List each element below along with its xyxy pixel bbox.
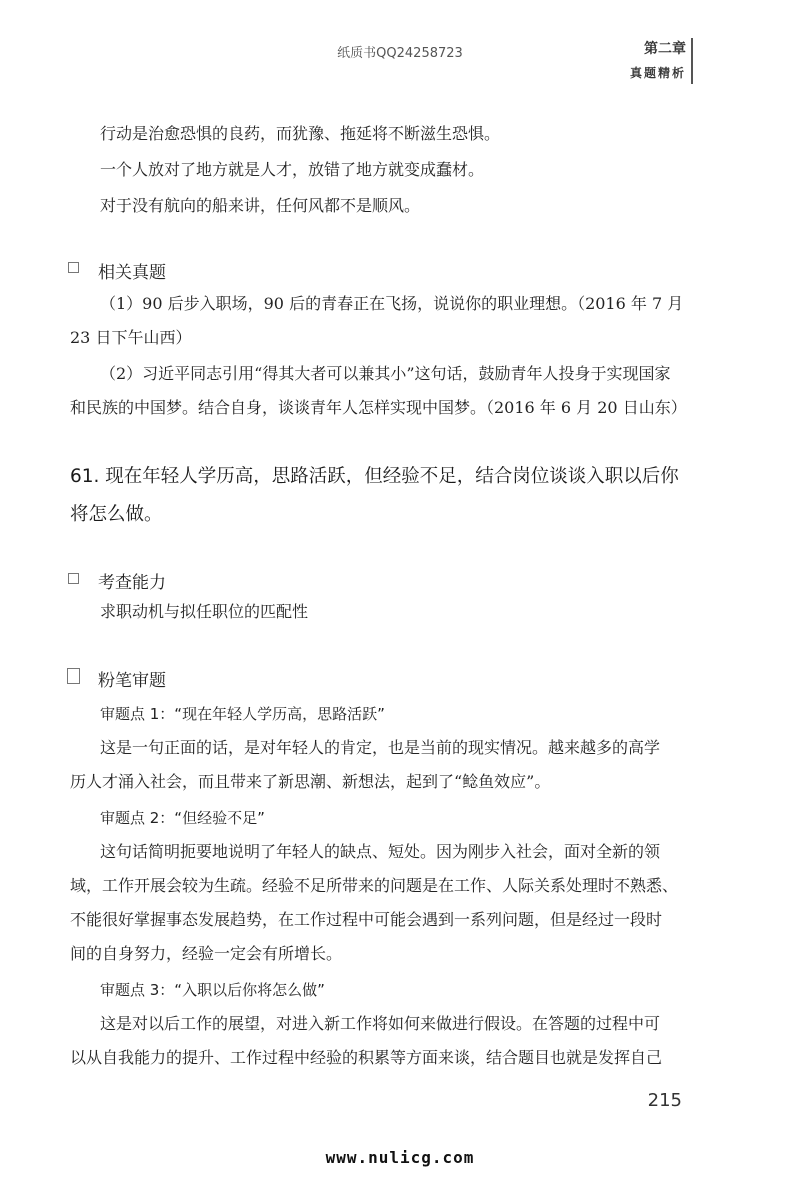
page-number: 215 (647, 1090, 682, 1111)
analysis-point-2-line-2: 域，工作开展会较为生疏。经验不足所带来的问题是在工作、人际关系处理时不熟悉、 (70, 876, 679, 895)
related-q1-line-1: （1）90 后步入职场，90 后的青春正在飞扬，说说你的职业理想。（2016 年 7 月 (100, 294, 684, 313)
question-heading-line-1: 61. 现在年轻人学历高，思路活跃，但经验不足，结合岗位谈谈入职以后你 (70, 466, 679, 487)
analysis-point-2-line-3: 不能很好掌握事态发展趋势，在工作过程中可能会遇到一系列问题，但是经过一段时 (70, 910, 663, 929)
analysis-point-1-line-2: 历人才涌入社会，而且带来了新思潮、新想法，起到了“鲶鱼效应”。 (70, 772, 551, 791)
analysis-point-3-line-2: 以从自我能力的提升、工作过程中经验的积累等方面来谈，结合题目也就是发挥自己 (70, 1048, 663, 1067)
ability-text: 求职动机与拟任职位的匹配性 (100, 602, 309, 621)
chapter-title: 第二章 (644, 41, 686, 57)
related-section-icon (68, 262, 79, 273)
related-section-title: 相关真题 (98, 263, 166, 283)
analysis-point-1-line-1: 这是一句正面的话，是对年轻人的肯定，也是当前的现实情况。越来越多的高学 (100, 738, 661, 757)
analysis-point-2-line-1: 这句话简明扼要地说明了年轻人的缺点、短处。因为刚步入社会，面对全新的领 (100, 842, 661, 861)
analysis-point-3-line-1: 这是对以后工作的展望，对进入新工作将如何来做进行假设。在答题的过程中可 (100, 1014, 661, 1033)
related-q2-line-1: （2）习近平同志引用“得其大者可以兼其小”这句话，鼓励青年人投身于实现国家 (100, 364, 671, 383)
quote-line-3: 对于没有航向的船来讲，任何风都不是顺风。 (100, 196, 421, 215)
footer-url: www.nulicg.com (325, 1148, 475, 1167)
analysis-point-3-heading: 审题点 3：“入职以后你将怎么做” (100, 981, 325, 999)
analysis-point-2-heading: 审题点 2：“但经验不足” (100, 809, 265, 827)
analysis-section-icon (67, 668, 80, 684)
quote-line-1: 行动是治愈恐惧的良药，而犹豫、拖延将不断滋生恐惧。 (100, 124, 501, 143)
quote-line-2: 一个人放对了地方就是人才，放错了地方就变成蠢材。 (100, 160, 485, 179)
analysis-section-title: 粉笔审题 (98, 671, 166, 691)
header-divider (691, 38, 693, 84)
section-title: 真题精析 (629, 66, 686, 80)
ability-section-title: 考查能力 (98, 573, 166, 593)
analysis-point-2-line-4: 间的自身努力，经验一定会有所增长。 (70, 944, 343, 963)
ability-section-icon (68, 573, 79, 584)
question-heading-line-2: 将怎么做。 (70, 504, 163, 525)
analysis-point-1-heading: 审题点 1：“现在年轻人学历高，思路活跃” (100, 705, 385, 723)
related-q1-line-2: 23 日下午山西） (70, 328, 192, 347)
header-watermark-text: 纸质书QQ24258723 (337, 46, 463, 61)
related-q2-line-2: 和民族的中国梦。结合自身，谈谈青年人怎样实现中国梦。（2016 年 6 月 20 日山东） (70, 398, 687, 417)
